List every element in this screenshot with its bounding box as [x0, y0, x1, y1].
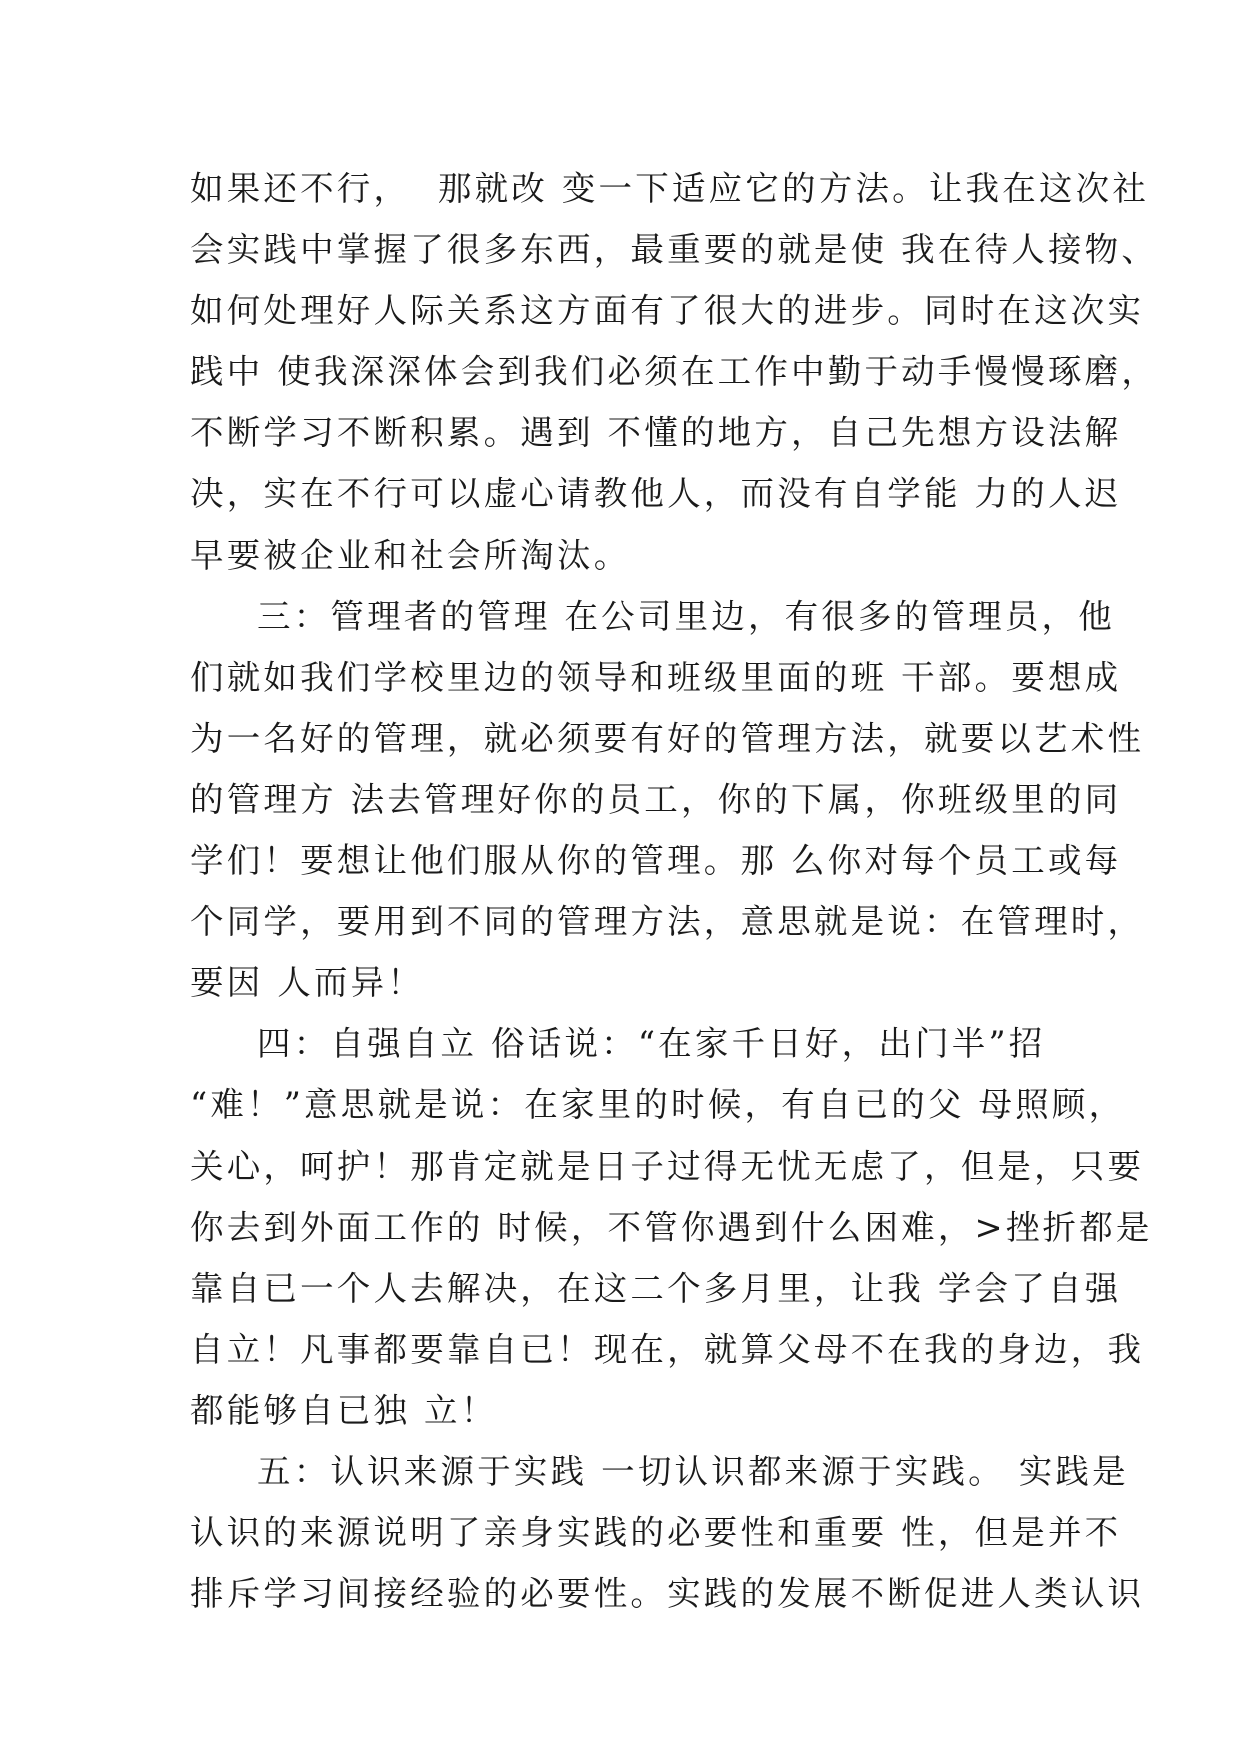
text-line: 四：自强自立 俗话说：“在家千日好，出门半”招 [257, 1024, 1046, 1064]
document-body [190, 158, 1159, 1624]
text-line: 会实践中掌握了很多东西，最重要的就是使 我在待人接物、 [190, 230, 1159, 270]
text-line: 你去到外面工作的 时候，不管你遇到什么困难，>挫折都是 [190, 1207, 1153, 1247]
text-line: “难！”意思就是说：在家里的时候，有自已的父 母照顾， [190, 1085, 1126, 1125]
text-line: 决，实在不行可以虚心请教他人，而没有自学能 力的人迟 [190, 474, 1122, 514]
text-line: 靠自已一个人去解决，在这二个多月里，让我 学会了自强 [190, 1268, 1122, 1308]
text-line: 们就如我们学校里边的领导和班级里面的班 干部。要想成 [190, 657, 1122, 697]
text-line: 排斥学习间接经验的必要性。实践的发展不断促进人类认识 [190, 1574, 1145, 1614]
text-line: 如何处理好人际关系这方面有了很大的进步。同时在这次实 [190, 291, 1145, 331]
text-line: 自立！凡事都要靠自已！现在，就算父母不在我的身边，我 [190, 1329, 1145, 1369]
text-line: 三：管理者的管理 在公司里边，有很多的管理员，他 [257, 596, 1115, 636]
text-line: 如果还不行， 那就改 变一下适应它的方法。让我在这次社 [190, 169, 1150, 208]
text-line: 早要被企业和社会所淘汰。 [190, 535, 631, 575]
text-line: 学们！要想让他们服从你的管理。那 么你对每个员工或每 [190, 841, 1122, 881]
text-line: 践中 使我深深体会到我们必须在工作中勤于动手慢慢琢磨， [190, 352, 1159, 392]
text-line: 要因 人而异！ [190, 963, 425, 1003]
text-line: 认识的来源说明了亲身实践的必要性和重要 性，但是并不 [190, 1513, 1122, 1553]
text-line: 关心，呵护！那肯定就是日子过得无忧无虑了，但是，只要 [190, 1146, 1145, 1186]
text-line: 个同学，要用到不同的管理方法，意思就是说：在管理时， [190, 902, 1145, 942]
text-line: 为一名好的管理，就必须要有好的管理方法，就要以艺术性 [190, 718, 1145, 758]
text-line: 不断学习不断积累。遇到 不懂的地方，自己先想方设法解 [190, 413, 1122, 453]
text-line: 都能够自已独 立！ [190, 1390, 498, 1430]
text-line: 的管理方 法去管理好你的员工，你的下属，你班级里的同 [190, 779, 1122, 819]
text-line: 五：认识来源于实践 一切认识都来源于实践。 实践是 [257, 1451, 1129, 1491]
